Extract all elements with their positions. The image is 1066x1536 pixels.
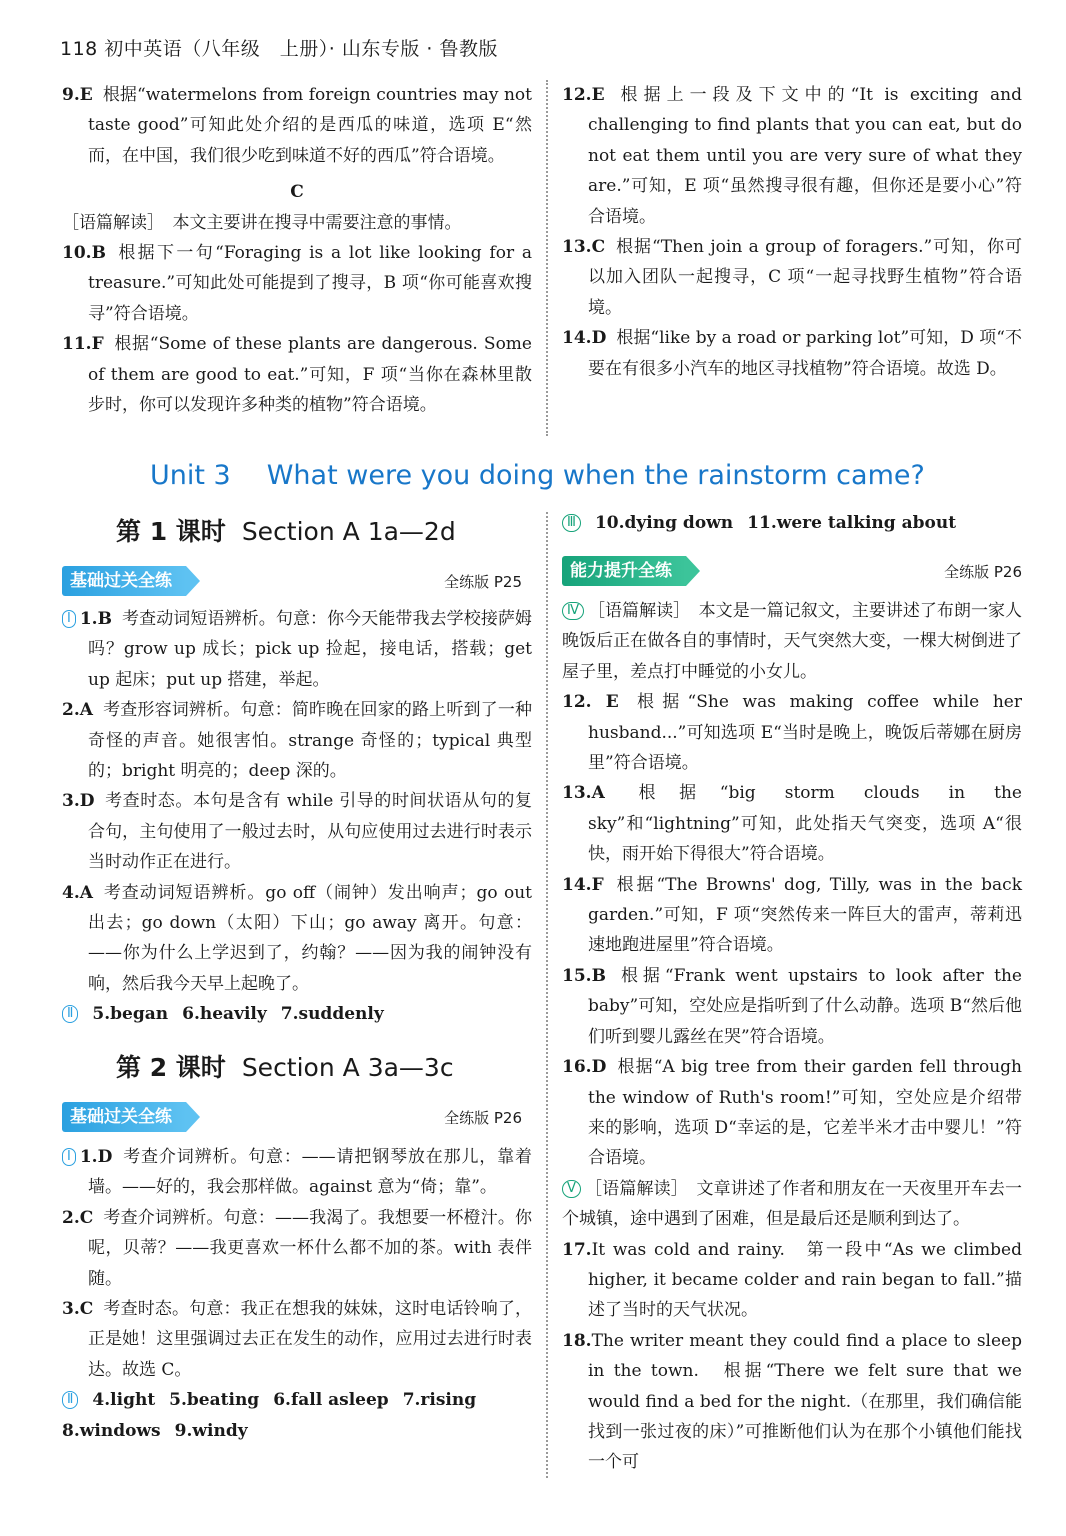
column-divider-bottom (546, 512, 548, 1478)
l1-answer-3: 3.D 考查时态。本句是含有 while 引导的时间状语从句的复合句，主句使用了一般过去时，从句应使用过去进行时表示当时动作正在进行。 (62, 791, 532, 873)
banner-basic-1 (62, 566, 522, 596)
roman-2-icon: Ⅱ (62, 1005, 78, 1023)
answer-14: 14.D 根据“like by a road or parking lot”可知，D 项“不要在有很多小汽车的地区寻找植物”符合语境。故选 D。 (562, 328, 1022, 379)
lesson-1-section: Section A 1a—2d (241, 517, 456, 546)
unit-title (150, 460, 925, 491)
top-left-column (62, 80, 532, 420)
r-answer-18: 18.The writer meant they could find a place to sleep in the town. 根据“There we felt sure that we would find a bed for the night.（在那里，我们确信能找到一张过夜的床）”可推断他们认为在那个小镇他们能找一个可 (562, 1330, 1022, 1473)
passage-c-heading: C (290, 182, 304, 203)
r-summary-v: Ⅴ ［语篇解读］ 文章讲述了作者和朋友在一天夜里开车去一个城镇，途中遇到了困难，但是最后还是顺利到达了。 (562, 1178, 1022, 1230)
r-fill-answers: Ⅲ 10.dying down 11.were talking about (562, 508, 1022, 538)
roman-5-icon: Ⅴ (562, 1180, 581, 1198)
answer-13: 13.C 根据“Then join a group of foragers.”可知，你可以加入团队一起搜寻，C 项“一起寻找野生植物”符合语境。 (562, 237, 1022, 318)
lesson-1-label: 第 1 课时 (116, 517, 226, 546)
r-answer-12: 12. E 根据“She was making coffee while her husband...”可知选项 E“当时是晚上，晚饭后蒂娜在厨房里”符合语境。 (562, 692, 1022, 774)
l2-answer-1: Ⅰ 1.D 考查介词辨析。句意：——请把钢琴放在那儿，靠着墙。——好的，我会那样做。against 意为“倚；靠”。 (62, 1142, 532, 1203)
answer-9: 9.E 根据“watermelons from foreign countries may not taste good”可知此处介绍的是西瓜的味道，选项 E“然而，在中国，我们很少吃到味道不好的西瓜”符合语境。 (62, 85, 532, 166)
roman-2b-icon: Ⅱ (62, 1391, 78, 1409)
roman-1-icon: Ⅰ (62, 610, 76, 628)
l2-fill-answers: Ⅱ 4.light 5.beating 6.fall asleep 7.rising (62, 1385, 532, 1415)
l1-answer-1: Ⅰ 1.B 考查动词短语辨析。句意：你今天能带我去学校接萨姆吗？grow up 成长；pick up 捡起，接电话，搭载；get up 起床；put up 搭建，举起。 (62, 604, 532, 695)
lesson-2-heading (116, 1048, 454, 1084)
banner-ability (562, 556, 1022, 586)
roman-1b-icon: Ⅰ (62, 1148, 76, 1166)
top-right-column (562, 80, 1022, 384)
answer-12: 12.E 根据上一段及下文中的“It is exciting and challenging to find plants that you can eat, but do not eat them until you are very sure of what they are.”可知，E 项“虽然搜寻很有趣，但你还是要小心”符合语境。 (562, 85, 1022, 227)
answer-10: 10.B 根据下一句“Foraging is a lot like looking for a treasure.”可知此处可能提到了搜寻，B 项“你可能喜欢搜寻”符合语境。 (62, 243, 532, 324)
right-answers (562, 596, 1022, 1478)
l1-answer-2: 2.A 考查形容词辨析。句意：简昨晚在回家的路上听到了一种奇怪的声音。她很害怕。strange 奇怪的；typical 典型的；bright 明亮的；deep 深的。 (62, 700, 532, 782)
passage-c-summary: ［语篇解读］ 本文主要讲在搜寻中需要注意的事情。 (62, 212, 462, 233)
page-header: 118 初中英语（八年级 上册）· 山东专版 · 鲁教版 (60, 38, 499, 60)
r-answer-13: 13.A 根据“big storm clouds in the sky”和“lightning”可知，此处指天气突变，选项 A“很快，雨开始下得很大”符合语境。 (562, 783, 1022, 865)
r-answer-17: 17.It was cold and rainy. 第一段中“As we climbed higher, it became colder and rain began to fall.”描述了当时的天气状况。 (562, 1239, 1022, 1321)
column-divider-top (546, 80, 548, 436)
lesson-2-label: 第 2 课时 (116, 1053, 226, 1082)
unit-label: Unit 3 (150, 460, 231, 491)
l2-fill-answers-2: 8.windows 9.windy (62, 1420, 248, 1441)
banner-basic-2 (62, 1102, 522, 1132)
l1-fill-answers: Ⅱ 5.began 6.heavily 7.suddenly (62, 999, 532, 1029)
l2-answer-3: 3.C 考查时态。句意：我正在想我的妹妹，这时电话铃响了，正是她！这里强调过去正在发生的动作，应用过去进行时表达。故选 C。 (62, 1299, 532, 1380)
lesson-1-answers (62, 604, 532, 1030)
banner-ability-label: 能力提升全练 (562, 556, 686, 586)
lesson-2-section: Section A 3a—3c (241, 1053, 454, 1082)
l1-answer-4: 4.A 考查动词短语辨析。go off（闹钟）发出响声；go out 出去；go down（太阳）下山；go away 离开。句意：——你为什么上学迟到了，约翰？——因为我的闹钟没有响，然后我今天早上起晚了。 (62, 882, 532, 994)
banner-basic-label-2: 基础过关全练 (62, 1102, 186, 1132)
r-answer-16: 16.D 根据“A big tree from their garden fell through the window of Ruth's room!”可知，空处应是介绍带来的影响，选项 D“幸运的是，它差半米才击中婴儿！”符合语境。 (562, 1057, 1022, 1169)
r-answer-14: 14.F 根据“The Browns' dog, Tilly, was in the back garden.”可知，F 项“突然传来一阵巨大的雷声，蒂莉迅速地跑进屋里”符合语境。 (562, 874, 1022, 956)
roman-4-icon: Ⅳ (562, 602, 584, 620)
unit-question: What were you doing when the rainstorm came? (266, 460, 925, 491)
page-ref-p26: 全练版 P26 (944, 562, 1022, 581)
r-answer-15: 15.B 根据“Frank went upstairs to look after the baby”可知，空处应是指听到了什么动静。选项 B“然后他们听到婴儿露丝在哭”符合语境。 (562, 965, 1023, 1047)
r-summary-iv: Ⅳ ［语篇解读］ 本文是一篇记叙文，主要讲述了布朗一家人晚饭后正在做各自的事情时，天气突然大变，一棵大树倒进了屋子里，差点打中睡觉的小女儿。 (562, 601, 1022, 682)
page-ref-p26-left: 全练版 P26 (444, 1108, 522, 1127)
roman-3-icon: Ⅲ (562, 514, 581, 532)
answer-11: 11.F 根据“Some of these plants are dangerous. Some of them are good to eat.”可知，F 项“当你在森林里散步时，你可以发现许多种类的植物”符合语境。 (62, 334, 532, 416)
right-fill-top (562, 508, 1022, 538)
lesson-1-heading (116, 512, 456, 548)
page-ref-p25: 全练版 P25 (444, 572, 522, 591)
lesson-2-answers (62, 1142, 532, 1446)
banner-basic-label: 基础过关全练 (62, 566, 186, 596)
l2-answer-2: 2.C 考查介词辨析。句意：——我渴了。我想要一杯橙汁。你呢，贝蒂？——我更喜欢一杯什么都不加的茶。with 表伴随。 (62, 1207, 532, 1289)
